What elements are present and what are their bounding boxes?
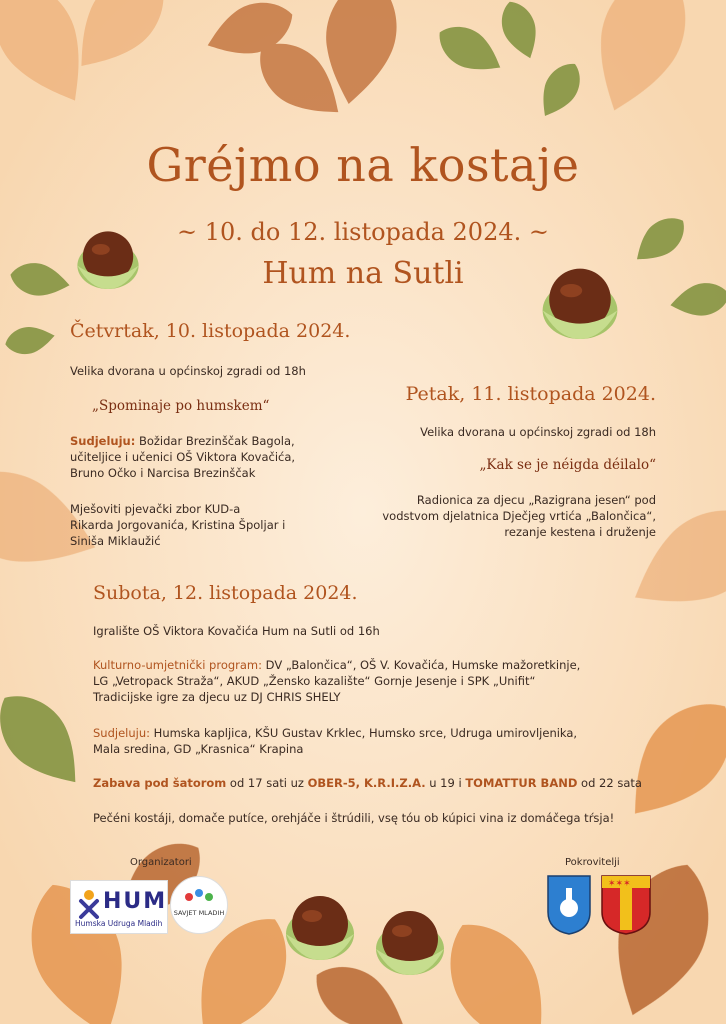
- hum-logo-subtitle: Humska Udruga Mladih: [75, 919, 163, 928]
- savjet-mladih-logo: [170, 876, 228, 934]
- saturday-heading: Subota, 12. listopada 2024.: [93, 582, 358, 604]
- saturday-program-label: Kulturno-umjetnički program:: [93, 658, 263, 672]
- saturday-party-label: Zabava pod šatorom: [93, 776, 227, 790]
- svg-text:✶✶✶: ✶✶✶: [608, 879, 631, 889]
- thursday-participants-line3: Bruno Očko i Narcisa Brezinščak: [70, 466, 256, 480]
- saturday-party-text1: od 17 sati uz: [226, 776, 308, 790]
- savjet-mladih-graphic: [171, 877, 227, 933]
- thursday-participants-line1: Božidar Brezinščak Bagola,: [135, 434, 295, 448]
- friday-heading: Petak, 11. listopada 2024.: [405, 383, 656, 405]
- friday-desc-line1: Radionica za djecu „Razigrana jesen“ pod: [416, 493, 656, 507]
- saturday-program-line2: LG „Vetropack Straža“, AKUD „Žensko kazalište“ Gornje Jesenje i SPK „Unifit“: [93, 674, 536, 688]
- savjet-mladih-text: SAVJET MLADIH: [173, 909, 225, 917]
- saturday-participants: [93, 725, 653, 757]
- saturday-program-line1: DV „Balončica“, OŠ V. Kovačića, Humske mažoretkinje,: [262, 658, 581, 672]
- saturday-party: [93, 775, 653, 791]
- friday-venue: Velika dvorana u općinskoj zgradi od 18h: [420, 425, 656, 439]
- saturday-food: Pečéni kostáji, domače putíce, orehjáče i štrúdili, vsę tóu ob kúpici vina iz domáčega tŕsja!: [93, 811, 615, 825]
- saturday-participants-line1: Humska kapljica, KŠU Gustav Krklec, Humsko srce, Udruga umirovljenika,: [150, 726, 578, 740]
- saturday-party-text2: u 19 i: [425, 776, 466, 790]
- saturday-party-text3: od 22 sata: [577, 776, 642, 790]
- friday-desc-line2: vodstvom djelatnica Dječjeg vrtića „Balončica“,: [382, 509, 656, 523]
- saturday-participants-label: Sudjeluju:: [93, 726, 151, 740]
- saturday-program: [93, 657, 653, 705]
- saturday-program-line3: Tradicijske igre za djecu uz DJ CHRIS SHELY: [93, 690, 341, 704]
- thursday-participants: [70, 433, 370, 481]
- saturday-venue: Igralište OŠ Viktora Kovačića Hum na Sutli od 16h: [93, 624, 380, 638]
- thursday-venue: Velika dvorana u općinskoj zgradi od 18h: [70, 364, 306, 378]
- thursday-participants-line2: učiteljice i učenici OŠ Viktora Kovačića,: [70, 450, 296, 464]
- saturday-participants-line2: Mala sredina, GD „Krasnica“ Krapina: [93, 742, 304, 756]
- poster-title: Gréjmo na kostaje: [146, 138, 580, 192]
- saturday-party-band2: TOMATTUR BAND: [465, 776, 578, 790]
- thursday-choir-line2: Rikarda Jorgovanića, Kristina Špoljar i: [70, 518, 286, 532]
- friday-event-title: „Kak se je néigda déilalo“: [479, 457, 656, 473]
- friday-desc-line3: rezanje kestena i druženje: [504, 525, 656, 539]
- municipality-coat-of-arms-icon: [546, 874, 592, 936]
- event-dates: ~ 10. do 12. listopada 2024. ~: [177, 218, 549, 246]
- friday-description: [336, 492, 656, 540]
- thursday-heading: Četvrtak, 10. listopada 2024.: [70, 320, 351, 342]
- hum-logo-text: HUM: [103, 889, 168, 914]
- saturday-party-band1: OBER-5, K.R.I.Z.A.: [307, 776, 426, 790]
- thursday-event-title: „Spominaje po humskem“: [92, 398, 270, 414]
- county-coat-of-arms-icon: [600, 874, 652, 936]
- event-place: Hum na Sutli: [262, 256, 464, 291]
- organizers-label: Organizatori: [130, 857, 192, 868]
- thursday-choir-line1: Mješoviti pjevački zbor KUD-a: [70, 502, 241, 516]
- hum-logo: [70, 880, 168, 934]
- sponsors-label: Pokrovitelji: [565, 857, 620, 868]
- thursday-choir-line3: Siniša Miklaužić: [70, 534, 161, 548]
- thursday-participants-label: Sudjeluju:: [70, 434, 136, 448]
- thursday-choir: [70, 501, 370, 549]
